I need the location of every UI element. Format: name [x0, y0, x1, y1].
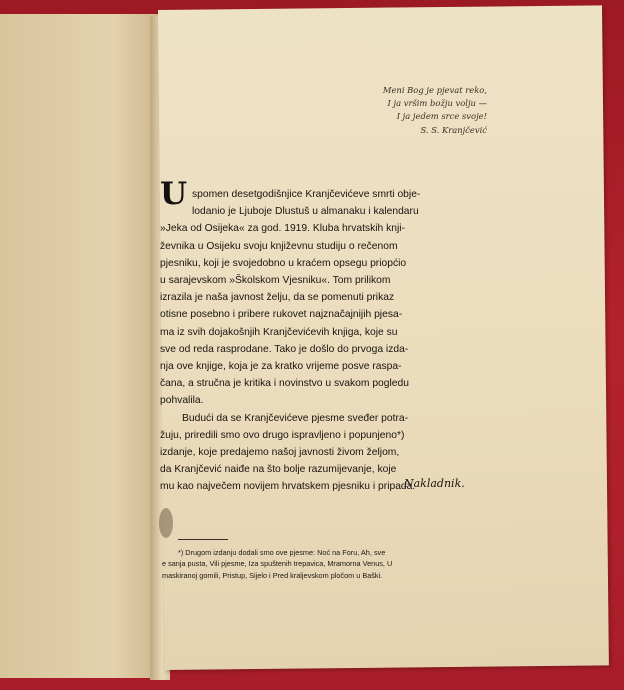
body-line: mu kao največem novijem hrvatskem pjesniku i pripada. [160, 481, 416, 493]
epigraph-line: I ja vršim božju volju — [387, 98, 487, 108]
footnote-rule [178, 539, 228, 540]
body-line: Budući da se Kranjčevićeve pjesme sveđer potra- [182, 412, 409, 424]
body-line: otisne posebno i pribere rukovet najznačajnijih pjesa- [160, 309, 403, 321]
epigraph-line: Meni Bog je pjevat reko, [382, 85, 487, 95]
footnote-line: e sanja pusta, Vili pjesme, Iza spuštenih trepavica, Mramorna Venus, U [162, 559, 393, 569]
publisher-signature: Nakladnik. [404, 477, 465, 490]
footnote [162, 547, 499, 581]
epigraph-line: I ja jedem srce svoje! [396, 111, 487, 121]
body-line: izdanje, koje predajemo našoj javnosti živom željom, [160, 447, 400, 459]
body-line: spomen desetgodišnjice Kranjčevićeve smrti obje- [192, 189, 421, 200]
body-line: izrazila je naša javnost želju, da se pomenuti prikaz [160, 292, 395, 304]
body-line: nja ove knjige, koja je za kratko vrijeme posve raspa- [160, 361, 402, 373]
paper-stain [159, 508, 173, 538]
body-line: žuju, priredili smo ovo drugo ispravljeno i popunjeno*) [160, 429, 405, 441]
body-line: sve od reda rasprodane. Tako je došlo do prvoga izda- [160, 343, 409, 355]
epigraph-author: S. S. Kranjčević [420, 125, 487, 135]
body-line: čana, a stručna je kritika i novinstvo u svakom pogledu [160, 378, 409, 390]
body-line: da Kranjčević naiđe na što bolje razumijevanje, koje [160, 464, 397, 476]
preface-body [160, 186, 495, 496]
body-line: pohvalila. [160, 395, 204, 407]
epigraph [205, 84, 487, 137]
footnote-line: maskiranoj gomili, Pristup, Sijelo i Pred kraljevskom pločom u Baški. [162, 570, 383, 580]
drop-cap: U [160, 176, 188, 212]
body-line: ma iz svih dojakošnjih Kranjčevićevih knjiga, koje su [160, 326, 398, 338]
body-line: »Jeka od Osijeka« za god. 1919. Kluba hrvatskih knji- [160, 223, 405, 235]
footnote-line: *) Drugom izdanju dodali smo ove pjesme: Noć na Foru, Ah, sve [178, 548, 386, 557]
body-line: ževnika u Osijeku svoju književnu studiju o rečenom [160, 240, 398, 252]
body-line: lodanio je Ljuboje Dlustuš u almanaku i kalendaru [192, 206, 419, 218]
body-line: pjesniku, koji je svojedobno u kraćem opsegu priopćio [160, 257, 407, 269]
body-line: u sarajevskom »Školskom Vjesniku«. Tom prilikom [160, 275, 391, 287]
left-page [0, 14, 163, 678]
